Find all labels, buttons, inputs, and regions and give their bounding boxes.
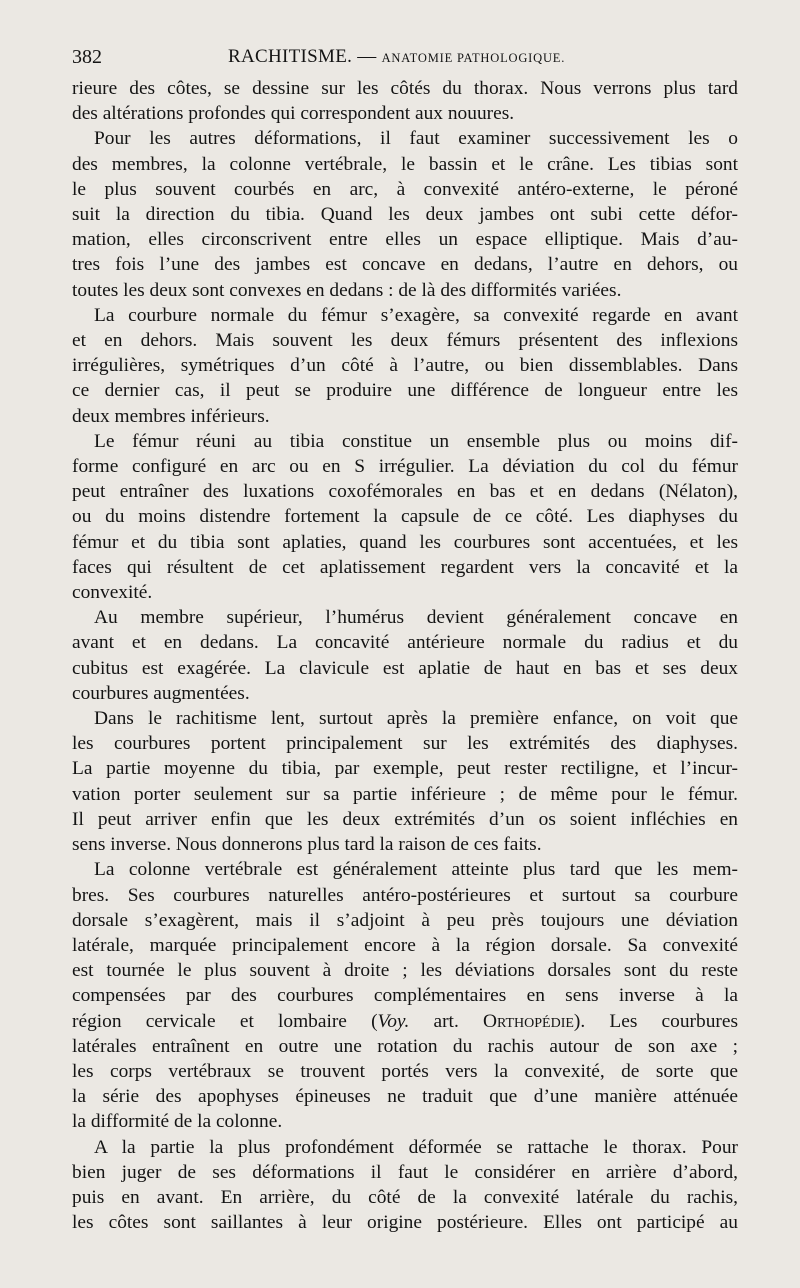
page-number: 382 — [72, 46, 102, 68]
text-line: La colonne vertébrale est généralement atteinte plus tard que les mem- — [94, 859, 738, 881]
text-line: les côtes sont saillantes à leur origine postérieure. Elles ont participé au — [72, 1212, 738, 1234]
paragraph-line — [72, 1009, 738, 1034]
text-line: Au membre supérieur, l’humérus devient généralement concave en — [94, 607, 738, 629]
paragraph-line — [72, 378, 738, 403]
paragraph-line — [72, 857, 738, 882]
paragraph-line — [72, 126, 738, 151]
text-line: les corps vertébraux se trouvent portés vers la convexité, de sorte que — [72, 1060, 738, 1082]
text-fragment: art. — [409, 1010, 483, 1032]
text-line: dorsale s’exagèrent, mais il s’adjoint à peu près toujours une déviation — [72, 909, 738, 931]
paragraph-continuation-end — [72, 101, 738, 126]
text-line: ce dernier cas, il peut se produire une différence de longueur entre les — [72, 380, 738, 402]
text-line: Dans le rachitisme lent, surtout après la première enfance, on voit que — [94, 708, 738, 730]
text-line: et en dehors. Mais souvent les deux fémurs présentent des inflexions — [72, 330, 738, 352]
paragraph-continuation — [72, 76, 738, 101]
page-header — [72, 40, 738, 70]
paragraph-line — [72, 1059, 738, 1084]
text-line: mation, elles circonscrivent entre elles un espace elliptique. Mais d’au- — [72, 229, 738, 251]
paragraph-line — [72, 958, 738, 983]
paragraph-line — [72, 227, 738, 252]
text-line: la série des apophyses épineuses ne traduit que d’une manière atténuée — [72, 1086, 738, 1108]
paragraph-line — [72, 706, 738, 731]
paragraph-line — [72, 1109, 738, 1134]
paragraph-line — [72, 252, 738, 277]
paragraph-line — [72, 605, 738, 630]
text-line: bres. Ses courbures naturelles antéro-postérieures et surtout sa courbure — [72, 884, 738, 906]
paragraph-line — [72, 1135, 738, 1160]
text-line: puis en avant. En arrière, du côté de la convexité latérale du rachis, — [72, 1186, 738, 1208]
paragraph-line — [72, 454, 738, 479]
text-line: sens inverse. Nous donnerons plus tard la raison de ces faits. — [72, 834, 542, 856]
paragraph-line — [72, 1084, 738, 1109]
text-line: latérale, marquée principalement encore à la région dorsale. Sa convexité — [72, 934, 738, 956]
text-line: fémur et du tibia sont aplaties, quand les courbures sont accentuées, et les — [72, 531, 738, 553]
paragraph-line — [72, 328, 738, 353]
text-line: des membres, la colonne vertébrale, le bassin et le crâne. Les tibias sont — [72, 153, 738, 175]
paragraph-line — [72, 1160, 738, 1185]
text-line: peut entraîner des luxations coxofémorales en bas et en dedans (Nélaton), — [72, 481, 738, 503]
paragraph-line — [72, 580, 738, 605]
text-line: La courbure normale du fémur s’exagère, sa convexité regarde en avant — [94, 304, 738, 326]
text-line: vation porter seulement sur sa partie inférieure ; de même pour le fémur. — [72, 783, 738, 805]
text-line: toutes les deux sont convexes en dedans : de là des difformités variées. — [72, 279, 622, 301]
text-line: deux membres inférieurs. — [72, 405, 270, 427]
paragraph-line — [72, 656, 738, 681]
text-line: le plus souvent courbés en arc, à convexité antéro-externe, le péroné — [72, 178, 738, 200]
paragraph-line — [72, 933, 738, 958]
text-line: latérales entraînent en outre une rotation du rachis autour de son axe ; — [72, 1035, 738, 1057]
text-line: compensées par des courbures complémentaires en sens inverse à la — [72, 985, 738, 1007]
text-line: forme configuré en arc ou en S irrégulier. La déviation du col du fémur — [72, 456, 738, 478]
text-line: la difformité de la colonne. — [72, 1111, 283, 1133]
paragraph-line — [72, 756, 738, 781]
paragraph-line — [72, 1185, 738, 1210]
paragraph-line — [72, 908, 738, 933]
text-line: est tournée le plus souvent à droite ; les déviations dorsales sont du reste — [72, 960, 738, 982]
paragraph-line — [72, 807, 738, 832]
paragraph-line — [72, 630, 738, 655]
body-text — [72, 76, 738, 1235]
paragraph-line — [72, 832, 738, 857]
running-head-subtitle: ANATOMIE PATHOLOGIQUE. — [381, 51, 566, 65]
paragraph-line — [72, 278, 738, 303]
text-line: Le fémur réuni au tibia constitue un ensemble plus ou moins dif- — [94, 430, 738, 452]
paragraph-line — [72, 152, 738, 177]
voy-abbreviation: Voy. — [377, 1010, 410, 1032]
running-head — [228, 46, 565, 68]
text-line: A la partie la plus profondément déformée se rattache le thorax. Pour — [94, 1136, 738, 1158]
paragraph-line — [72, 303, 738, 328]
paragraph-line — [72, 555, 738, 580]
paragraph-line — [72, 177, 738, 202]
paragraph-line — [72, 479, 738, 504]
text-fragment: ). Les courbures — [573, 1010, 738, 1032]
paragraph-line — [72, 731, 738, 756]
text-line: rieure des côtes, se dessine sur les côtés du thorax. Nous verrons plus tard — [72, 78, 738, 99]
paragraph-line — [72, 1034, 738, 1059]
text-line: courbures augmentées. — [72, 682, 250, 704]
text-fragment: région cervicale et lombaire ( — [72, 1010, 378, 1032]
paragraph-line — [72, 530, 738, 555]
paragraph-line — [72, 504, 738, 529]
cross-reference: Orthopédie — [482, 1010, 574, 1032]
text-line: irrégulières, symétriques d’un côté à l’autre, ou bien dissemblables. Dans — [72, 355, 738, 377]
paragraph-line — [72, 681, 738, 706]
paragraph-line — [72, 883, 738, 908]
running-head-title: RACHITISME. — [228, 46, 353, 67]
text-line: suit la direction du tibia. Quand les deux jambes ont subi cette défor- — [72, 204, 738, 226]
paragraph-line — [72, 353, 738, 378]
text-line: bien juger de ses déformations il faut le considérer en arrière d’abord, — [72, 1161, 738, 1183]
paragraph-line — [72, 429, 738, 454]
text-line: convexité. — [72, 582, 153, 604]
paragraph-line — [72, 983, 738, 1008]
text-line: tres fois l’une des jambes est concave en dedans, l’autre en dehors, ou — [72, 254, 738, 276]
paragraph-line — [72, 1210, 738, 1235]
paragraph-line — [72, 782, 738, 807]
running-head-dash: — — [352, 46, 382, 67]
text-line: Pour les autres déformations, il faut examiner successivement les o — [94, 128, 738, 150]
paragraph-line — [72, 404, 738, 429]
text-line: cubitus est exagérée. La clavicule est aplatie de haut en bas et ses deux — [72, 657, 738, 679]
text-line: Il peut arriver enfin que les deux extrémités d’un os soient infléchies en — [72, 808, 738, 830]
paragraph-line — [72, 202, 738, 227]
text-line: les courbures portent principalement sur les extrémités des diaphyses. — [72, 733, 738, 755]
text-line: des altérations profondes qui correspondent aux nouures. — [72, 103, 515, 125]
text-line: ou du moins distendre fortement la capsule de ce côté. Les diaphyses du — [72, 506, 738, 528]
text-line: avant et en dedans. La concavité antérieure normale du radius et du — [72, 632, 738, 654]
text-line: La partie moyenne du tibia, par exemple, peut rester rectiligne, et l’incur- — [72, 758, 738, 780]
text-line: faces qui résultent de cet aplatissement regardent vers la concavité et la — [72, 556, 738, 578]
